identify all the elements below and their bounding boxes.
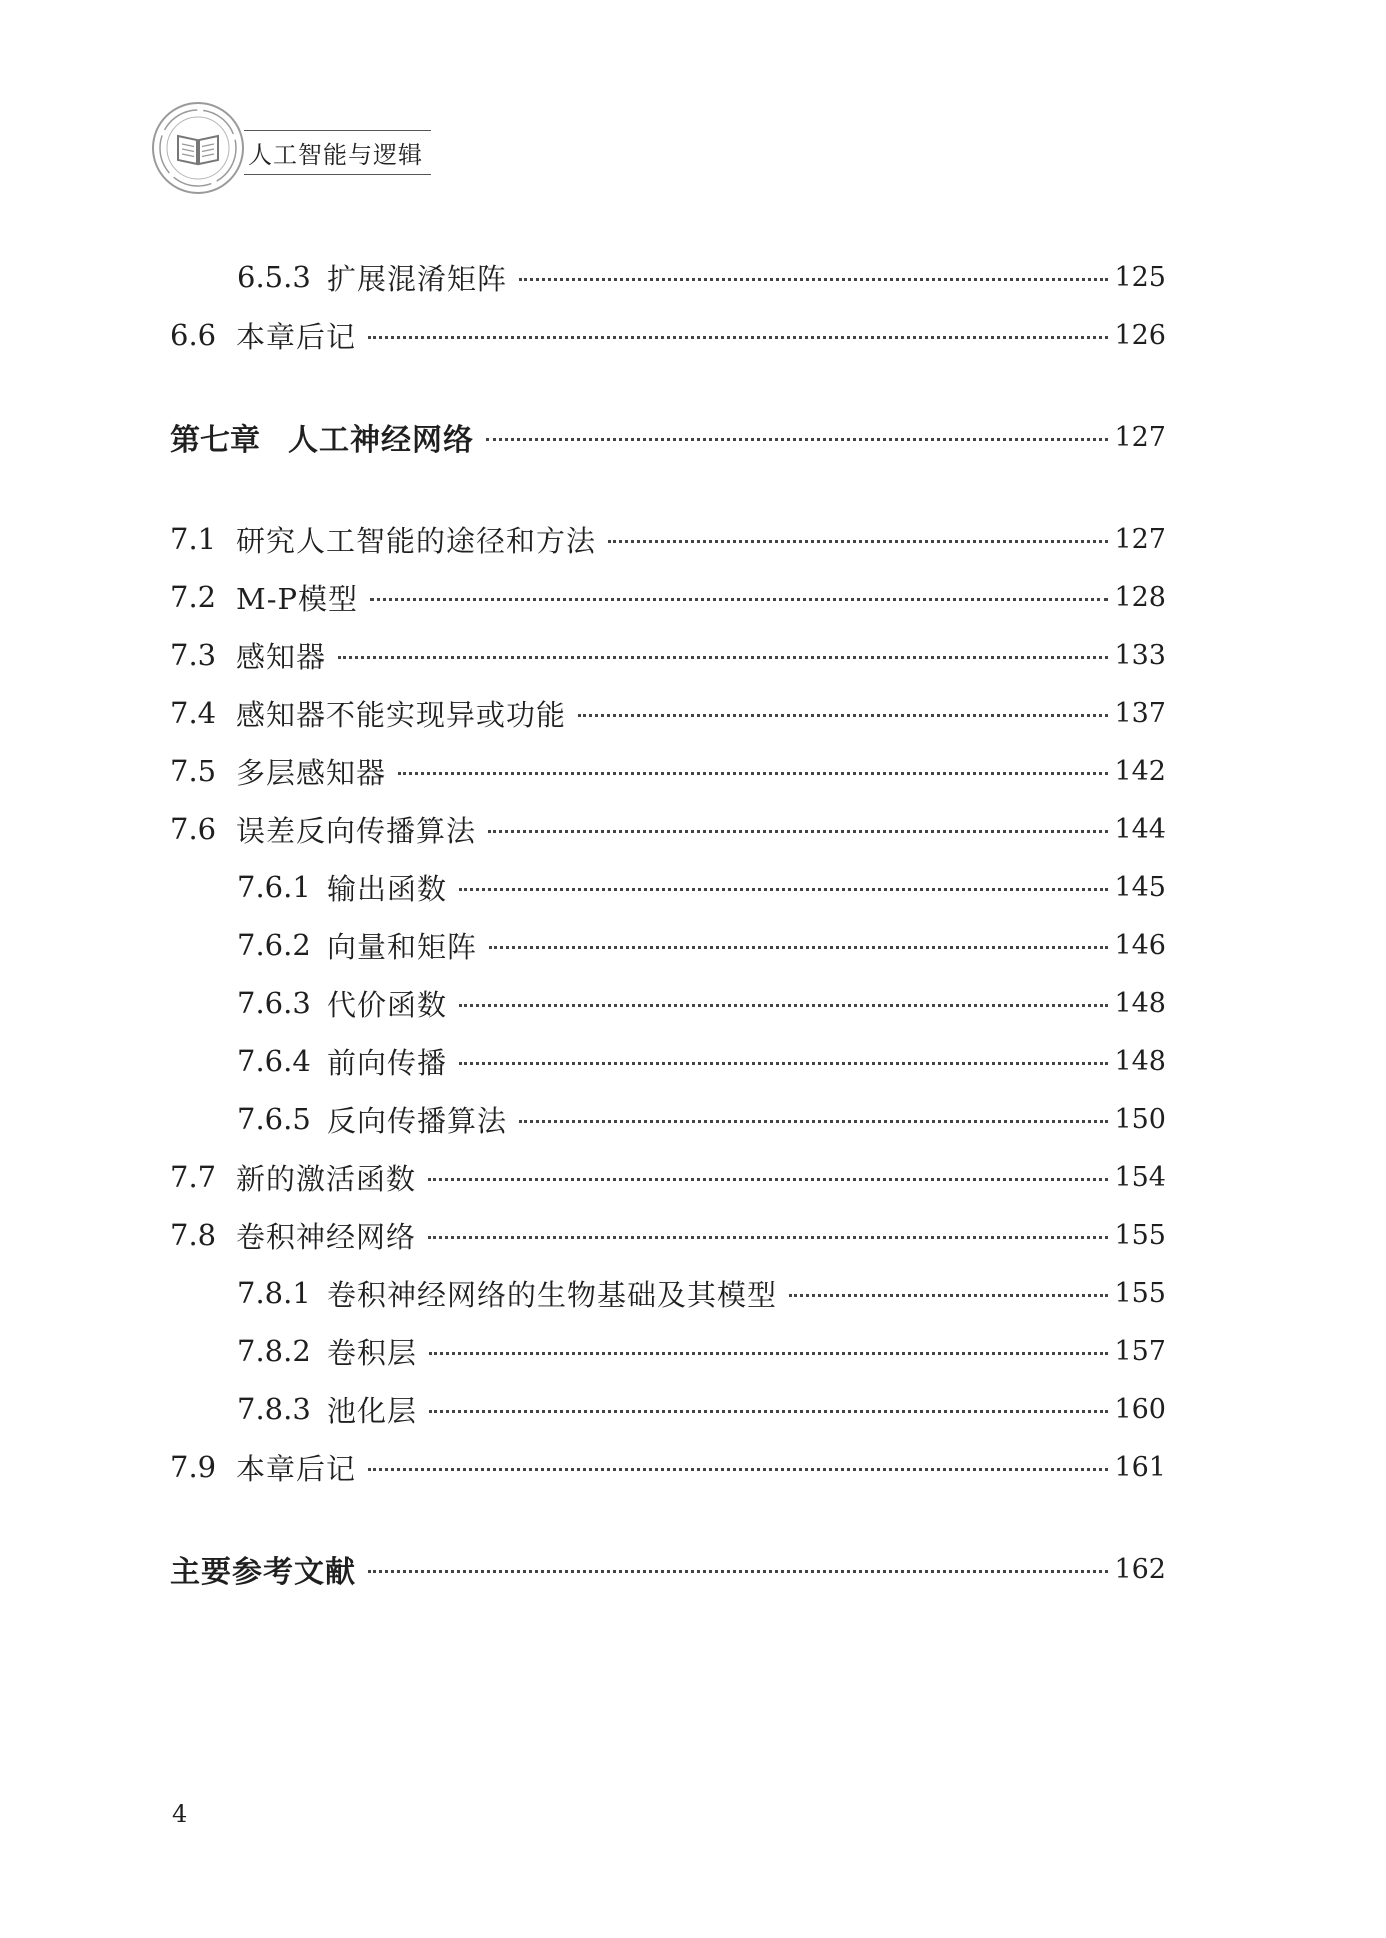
running-header	[150, 100, 450, 196]
toc-entry[interactable]	[170, 1322, 1166, 1380]
toc-entry-number: 7.6.2	[237, 928, 311, 962]
toc-entry-title: 扩展混淆矩阵	[327, 261, 508, 296]
toc-entry-number: 7.6	[170, 812, 217, 846]
toc-entry-number: 7.8.3	[237, 1392, 311, 1426]
toc-entry-number: 7.8.2	[237, 1334, 311, 1368]
toc-entry[interactable]	[170, 568, 1166, 626]
toc-entry[interactable]	[170, 916, 1166, 974]
dot-leader	[338, 656, 1108, 659]
toc-entry-number: 6.6	[170, 318, 217, 352]
toc-entry-title: 新的激活函数	[236, 1161, 417, 1196]
dot-leader	[429, 1410, 1108, 1413]
toc-entry-number: 第七章	[170, 423, 260, 458]
toc-chapter-entry[interactable]	[170, 1540, 1166, 1598]
toc-entry[interactable]	[170, 1380, 1166, 1438]
toc-entry-number: 7.6.1	[237, 870, 311, 904]
toc-entry-title: 卷积神经网络的生物基础及其模型	[327, 1277, 778, 1312]
toc-entry-title: 向量和矩阵	[327, 929, 478, 964]
toc-entry-page: 128	[1114, 581, 1166, 613]
table-of-contents	[170, 248, 1166, 1598]
toc-entry-page: 150	[1114, 1103, 1166, 1135]
toc-entry-page: 125	[1114, 261, 1166, 293]
toc-entry-number: 7.7	[170, 1160, 217, 1194]
dot-leader	[459, 888, 1108, 891]
open-book-logo-icon	[150, 100, 246, 196]
toc-chapter-entry[interactable]	[170, 408, 1166, 466]
toc-entry-title: 卷积层	[327, 1335, 418, 1370]
toc-entry[interactable]	[170, 800, 1166, 858]
toc-entry-title: 输出函数	[327, 871, 448, 906]
toc-entry-page: 154	[1114, 1161, 1166, 1193]
toc-entry-title: 多层感知器	[236, 755, 387, 790]
dot-leader	[368, 1468, 1108, 1471]
toc-entry-number: 6.5.3	[237, 260, 311, 294]
toc-entry-number: 7.5	[170, 754, 217, 788]
dot-leader	[519, 1120, 1108, 1123]
toc-entry-number: 7.9	[170, 1450, 217, 1484]
toc-entry[interactable]	[170, 1264, 1166, 1322]
toc-entry[interactable]	[170, 742, 1166, 800]
toc-entry-title: M-P模型	[236, 581, 359, 616]
toc-entry-page: 157	[1114, 1335, 1166, 1367]
dot-leader	[519, 278, 1108, 281]
dot-leader	[459, 1004, 1108, 1007]
toc-entry-title: 卷积神经网络	[236, 1219, 417, 1254]
toc-entry[interactable]	[170, 1206, 1166, 1264]
toc-entry-number: 7.8.1	[237, 1276, 311, 1310]
toc-entry-page: 148	[1114, 1045, 1166, 1077]
toc-entry-page: 127	[1114, 421, 1166, 453]
dot-leader	[789, 1294, 1108, 1297]
toc-entry-title: 池化层	[327, 1393, 418, 1428]
toc-entry[interactable]	[170, 1438, 1166, 1496]
toc-entry-number: 7.6.3	[237, 986, 311, 1020]
toc-entry[interactable]	[170, 1090, 1166, 1148]
dot-leader	[368, 1570, 1108, 1573]
toc-entry[interactable]	[170, 306, 1166, 364]
toc-entry-title: 感知器	[236, 639, 327, 674]
toc-entry[interactable]	[170, 626, 1166, 684]
toc-entry-number: 7.8	[170, 1218, 217, 1252]
toc-entry-number: 7.3	[170, 638, 217, 672]
toc-entry-title: 误差反向传播算法	[236, 813, 477, 848]
dot-leader	[368, 336, 1108, 339]
toc-entry-page: 145	[1114, 871, 1166, 903]
toc-entry[interactable]	[170, 974, 1166, 1032]
dot-leader	[398, 772, 1108, 775]
toc-entry-page: 144	[1114, 813, 1166, 845]
dot-leader	[428, 1178, 1108, 1181]
dot-leader	[370, 598, 1108, 601]
toc-entry-page: 133	[1114, 639, 1166, 671]
toc-entry-title: 本章后记	[236, 319, 357, 354]
dot-leader	[578, 714, 1108, 717]
toc-entry[interactable]	[170, 1032, 1166, 1090]
toc-entry-page: 155	[1114, 1277, 1166, 1309]
toc-entry-page: 148	[1114, 987, 1166, 1019]
dot-leader	[608, 540, 1108, 543]
toc-entry-page: 155	[1114, 1219, 1166, 1251]
toc-entry-title: 反向传播算法	[327, 1103, 508, 1138]
book-title: 人工智能与逻辑	[244, 130, 431, 175]
toc-entry-number: 7.6.5	[237, 1102, 311, 1136]
toc-entry-page: 161	[1114, 1451, 1166, 1483]
page-number: 4	[172, 1800, 188, 1828]
toc-entry-title: 研究人工智能的途径和方法	[236, 523, 597, 558]
toc-entry-page: 142	[1114, 755, 1166, 787]
toc-entry-page: 162	[1114, 1553, 1166, 1585]
toc-entry-title: 前向传播	[327, 1045, 448, 1080]
toc-entry-number: 7.1	[170, 522, 217, 556]
toc-entry[interactable]	[170, 248, 1166, 306]
toc-entry-page: 126	[1114, 319, 1166, 351]
dot-leader	[459, 1062, 1108, 1065]
toc-entry[interactable]	[170, 510, 1166, 568]
toc-entry-page: 137	[1114, 697, 1166, 729]
toc-entry-title: 人工神经网络	[288, 423, 474, 458]
toc-entry[interactable]	[170, 684, 1166, 742]
toc-entry-number: 7.2	[170, 580, 217, 614]
dot-leader	[429, 1352, 1108, 1355]
dot-leader	[488, 830, 1108, 833]
dot-leader	[428, 1236, 1108, 1239]
toc-entry-page: 160	[1114, 1393, 1166, 1425]
toc-entry-number: 7.6.4	[237, 1044, 311, 1078]
toc-entry-title: 主要参考文献	[170, 1555, 356, 1590]
dot-leader	[486, 438, 1108, 441]
dot-leader	[489, 946, 1108, 949]
toc-entry-page: 146	[1114, 929, 1166, 961]
toc-entry-title: 本章后记	[236, 1451, 357, 1486]
toc-entry[interactable]	[170, 1148, 1166, 1206]
toc-entry[interactable]	[170, 858, 1166, 916]
toc-entry-number: 7.4	[170, 696, 217, 730]
toc-entry-title: 感知器不能实现异或功能	[236, 697, 567, 732]
toc-entry-page: 127	[1114, 523, 1166, 555]
toc-entry-title: 代价函数	[327, 987, 448, 1022]
